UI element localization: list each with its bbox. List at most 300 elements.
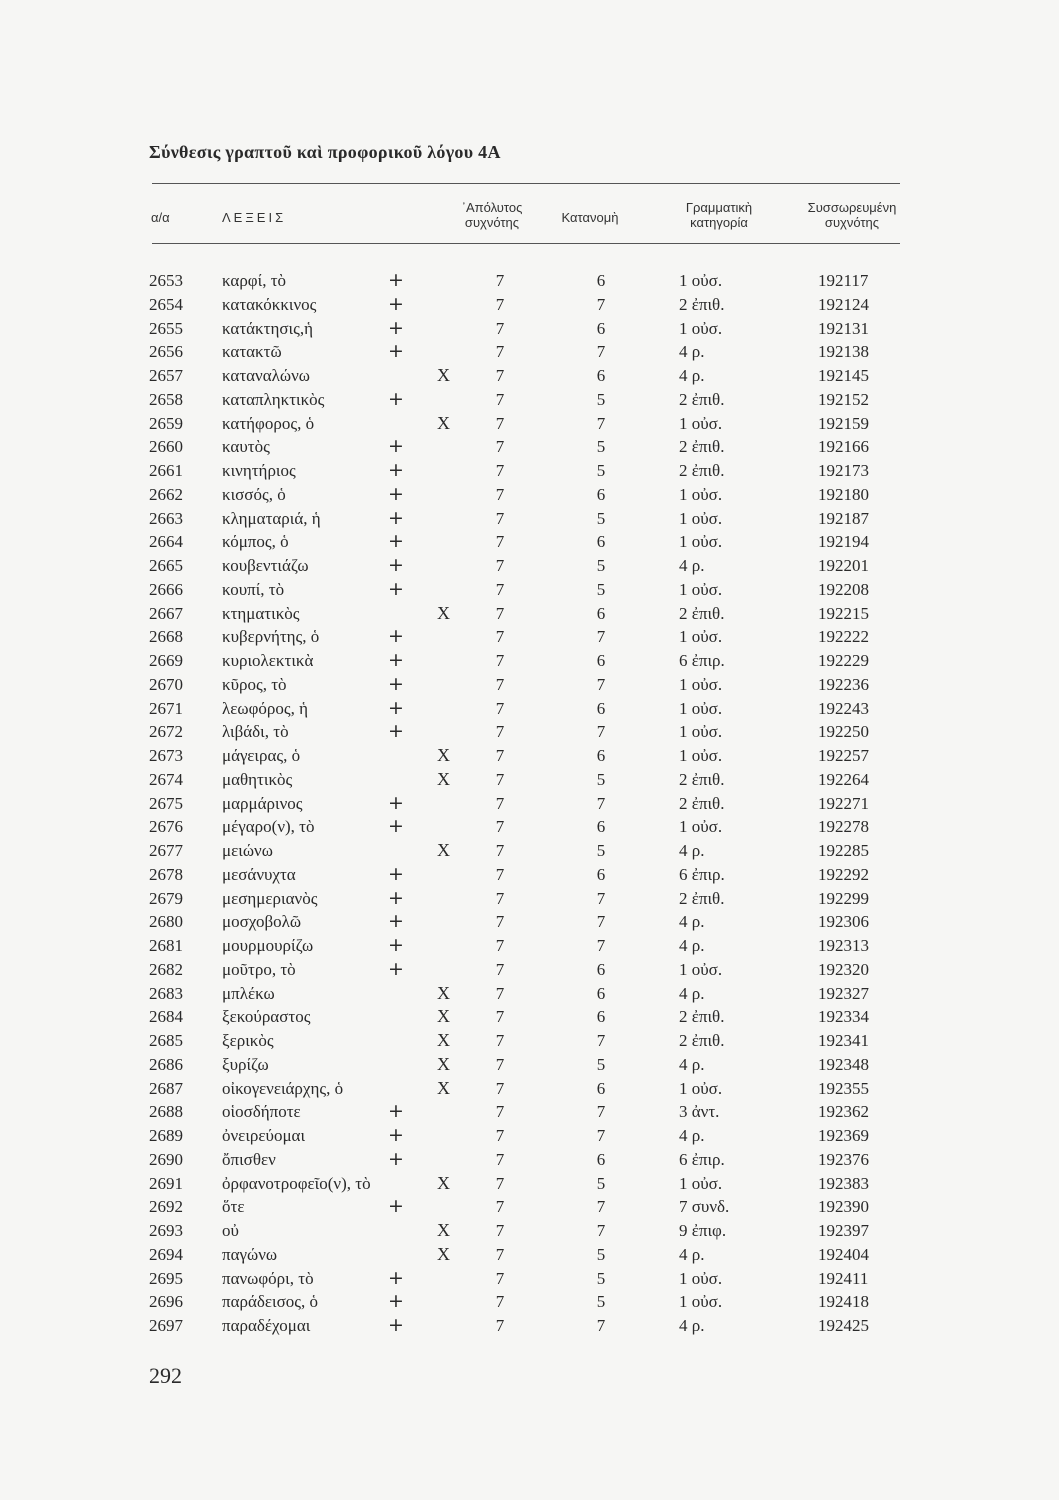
row-mark: + — [388, 554, 404, 576]
row-mark: + — [388, 957, 404, 980]
table-row — [0, 1053, 1059, 1077]
row-cumulative-frequency: 192390 — [818, 1197, 869, 1217]
row-cumulative-frequency: 192138 — [818, 342, 869, 362]
header-absolute-frequency-line1: ᾿Απόλυτος — [461, 200, 523, 215]
row-cumulative-frequency: 192222 — [818, 627, 869, 647]
row-absolute-frequency: 7 — [495, 508, 505, 528]
header-index: α/α — [151, 210, 170, 225]
row-number: 2684 — [149, 1007, 183, 1027]
row-grammatical-category: 4 ρ. — [679, 1316, 705, 1335]
row-mark: + — [388, 720, 404, 743]
row-number: 2677 — [149, 841, 183, 860]
row-number: 2693 — [149, 1221, 183, 1240]
row-distribution: 5 — [596, 389, 606, 409]
row-mark: + — [388, 886, 404, 909]
row-word: κῦρος, τὸ — [222, 674, 287, 694]
row-grammatical-category: 4 ρ. — [679, 556, 705, 575]
table-row — [0, 459, 1059, 483]
row-mark: + — [388, 672, 404, 695]
table-row — [0, 1005, 1059, 1029]
row-cumulative-frequency: 192208 — [818, 579, 869, 599]
row-word: κληματαριά, ἡ — [222, 508, 321, 528]
row-distribution: 6 — [596, 318, 606, 338]
header-top-rule — [152, 183, 900, 184]
row-cumulative-frequency: 192397 — [818, 1221, 869, 1240]
table-row — [0, 1219, 1059, 1243]
row-number: 2671 — [149, 698, 183, 718]
page-number: 292 — [149, 1363, 182, 1388]
row-number: 2655 — [149, 318, 183, 338]
row-word: μπλέκω — [222, 983, 275, 1003]
row-cumulative-frequency: 192320 — [818, 959, 869, 979]
row-cumulative-frequency: 192376 — [818, 1149, 869, 1169]
row-absolute-frequency: 7 — [495, 389, 505, 409]
row-word: μεσάνυχτα — [222, 864, 296, 884]
row-absolute-frequency: 7 — [495, 1102, 505, 1122]
row-grammatical-category: 4 ρ. — [679, 1244, 705, 1264]
row-grammatical-category: 9 ἐπιφ. — [679, 1221, 727, 1240]
row-distribution: 6 — [596, 651, 606, 670]
row-grammatical-category: 4 ρ. — [679, 1054, 705, 1074]
row-absolute-frequency: 7 — [495, 698, 505, 718]
row-cumulative-frequency: 192306 — [818, 912, 869, 932]
row-grammatical-category: 4 ρ. — [679, 983, 705, 1003]
row-number: 2664 — [149, 532, 183, 552]
row-word: παγώνω — [222, 1244, 278, 1264]
row-mark: X — [437, 1030, 450, 1050]
row-word: κτηματικὸς — [222, 603, 300, 623]
row-grammatical-category: 1 οὐσ. — [679, 579, 723, 599]
row-word: μαθητικὸς — [222, 769, 293, 789]
row-mark: + — [388, 482, 404, 505]
row-absolute-frequency: 7 — [495, 271, 505, 290]
row-absolute-frequency: 7 — [495, 532, 505, 552]
row-absolute-frequency: 7 — [495, 437, 505, 457]
row-number: 2674 — [149, 769, 183, 789]
row-absolute-frequency: 7 — [495, 769, 505, 789]
row-word: κυριολεκτικὰ — [222, 651, 314, 670]
row-number: 2653 — [149, 271, 183, 290]
row-word: μειώνω — [222, 841, 273, 860]
row-number: 2683 — [149, 983, 183, 1003]
header-cumulative-frequency-line2: συχνότης — [824, 215, 880, 230]
row-mark: + — [388, 340, 404, 363]
table-row — [0, 934, 1059, 958]
row-grammatical-category: 1 οὐσ. — [679, 959, 723, 979]
table-row — [0, 839, 1059, 863]
row-word: οἰκογενειάρχης, ὁ — [222, 1078, 344, 1098]
row-number: 2660 — [149, 437, 183, 457]
row-distribution: 6 — [596, 746, 606, 765]
row-grammatical-category: 2 ἐπιθ. — [679, 603, 725, 623]
row-absolute-frequency: 7 — [495, 1316, 505, 1335]
row-number: 2659 — [149, 413, 183, 433]
row-cumulative-frequency: 192418 — [818, 1292, 869, 1312]
table-row — [0, 602, 1059, 626]
row-cumulative-frequency: 192425 — [818, 1316, 869, 1335]
table-row — [0, 1195, 1059, 1219]
row-cumulative-frequency: 192145 — [818, 366, 869, 385]
row-cumulative-frequency: 192229 — [818, 651, 869, 670]
row-mark: + — [388, 910, 404, 933]
row-mark: X — [437, 840, 450, 860]
row-number: 2676 — [149, 817, 183, 837]
row-mark: X — [437, 768, 450, 789]
row-grammatical-category: 2 ἐπιθ. — [679, 769, 725, 789]
row-word: καταναλώνω — [222, 366, 310, 385]
row-distribution: 6 — [596, 271, 606, 290]
row-mark: X — [437, 745, 450, 765]
row-distribution: 7 — [596, 342, 606, 362]
table-row — [0, 1077, 1059, 1101]
row-distribution: 6 — [596, 1149, 606, 1169]
row-absolute-frequency: 7 — [495, 959, 505, 979]
table-row — [0, 507, 1059, 531]
row-grammatical-category: 2 ἐπιθ. — [679, 294, 725, 314]
row-absolute-frequency: 7 — [495, 864, 505, 884]
row-grammatical-category: 4 ρ. — [679, 936, 705, 955]
row-word: παραδέχομαι — [222, 1316, 311, 1335]
table-row — [0, 720, 1059, 744]
row-mark: + — [388, 387, 404, 410]
header-bottom-rule — [152, 243, 900, 244]
row-number: 2682 — [149, 959, 183, 979]
row-distribution: 7 — [596, 912, 606, 932]
row-mark: X — [437, 602, 450, 623]
row-number: 2689 — [149, 1126, 183, 1145]
table-row — [0, 340, 1059, 364]
row-cumulative-frequency: 192271 — [818, 793, 869, 813]
row-mark: + — [388, 292, 404, 315]
header-grammatical-category-line1: Γραμματικὴ — [685, 200, 753, 215]
row-cumulative-frequency: 192243 — [818, 698, 869, 718]
row-number: 2666 — [149, 579, 183, 599]
row-absolute-frequency: 7 — [495, 841, 505, 860]
row-word: μοσχοβολῶ — [222, 912, 302, 932]
row-absolute-frequency: 7 — [495, 366, 505, 385]
row-cumulative-frequency: 192201 — [818, 556, 869, 575]
row-grammatical-category: 1 οὐσ. — [679, 817, 723, 837]
table-row — [0, 435, 1059, 459]
row-grammatical-category: 4 ρ. — [679, 841, 705, 860]
row-absolute-frequency: 7 — [495, 342, 505, 362]
row-distribution: 7 — [596, 294, 606, 314]
row-word: ξεκούραστος — [222, 1007, 311, 1027]
row-cumulative-frequency: 192285 — [818, 841, 869, 860]
row-word: παράδεισος, ὁ — [222, 1292, 318, 1312]
header-grammatical-category — [664, 200, 774, 230]
row-mark: + — [388, 934, 404, 956]
row-word: μουρμουρίζω — [222, 936, 314, 955]
row-mark: + — [388, 269, 404, 291]
header-distribution: Κατανομὴ — [561, 210, 619, 225]
row-distribution: 7 — [596, 1197, 606, 1217]
row-distribution: 7 — [596, 413, 606, 433]
row-distribution: 6 — [596, 817, 606, 837]
row-absolute-frequency: 7 — [495, 1007, 505, 1027]
row-distribution: 7 — [596, 793, 606, 813]
row-absolute-frequency: 7 — [495, 1197, 505, 1217]
row-grammatical-category: 2 ἐπιθ. — [679, 793, 725, 813]
row-distribution: 7 — [596, 1102, 606, 1122]
row-mark: + — [388, 1290, 404, 1313]
row-grammatical-category: 1 οὐσ. — [679, 508, 723, 528]
row-grammatical-category: 1 οὐσ. — [679, 532, 723, 552]
row-cumulative-frequency: 192369 — [818, 1126, 869, 1145]
row-absolute-frequency: 7 — [495, 556, 505, 575]
row-distribution: 7 — [596, 888, 606, 908]
row-absolute-frequency: 7 — [495, 1149, 505, 1169]
row-grammatical-category: 1 οὐσ. — [679, 627, 723, 647]
header-grammatical-category-line2: κατηγορία — [690, 215, 748, 230]
table-row — [0, 910, 1059, 934]
row-grammatical-category: 7 συνδ. — [679, 1197, 730, 1217]
row-absolute-frequency: 7 — [495, 793, 505, 813]
row-number: 2673 — [149, 746, 183, 765]
row-cumulative-frequency: 192194 — [818, 532, 869, 552]
table-row — [0, 1124, 1059, 1148]
row-absolute-frequency: 7 — [495, 1078, 505, 1098]
header-words: ΛΕΞΕΙΣ — [222, 210, 287, 225]
row-word: μεσημεριανὸς — [222, 888, 318, 908]
row-number: 2657 — [149, 366, 183, 385]
row-cumulative-frequency: 192313 — [818, 936, 869, 955]
row-distribution: 5 — [596, 579, 606, 599]
row-absolute-frequency: 7 — [495, 294, 505, 314]
row-distribution: 7 — [596, 936, 606, 955]
table-row — [0, 530, 1059, 554]
row-number: 2663 — [149, 508, 183, 528]
row-number: 2661 — [149, 461, 183, 480]
row-word: κουβεντιάζω — [222, 556, 309, 575]
row-mark: + — [388, 649, 404, 671]
row-grammatical-category: 2 ἐπιθ. — [679, 1007, 725, 1027]
row-grammatical-category: 1 οὐσ. — [679, 484, 723, 504]
row-cumulative-frequency: 192117 — [818, 271, 869, 290]
row-absolute-frequency: 7 — [495, 1221, 505, 1240]
row-mark: + — [388, 1314, 404, 1336]
row-number: 2665 — [149, 556, 183, 575]
table-row — [0, 578, 1059, 602]
row-grammatical-category: 1 οὐσ. — [679, 318, 723, 338]
row-distribution: 7 — [596, 627, 606, 647]
row-word: ὀνειρεύομαι — [222, 1126, 306, 1145]
word-frequency-table — [0, 269, 1059, 1338]
row-absolute-frequency: 7 — [495, 1292, 505, 1312]
row-word: κατακτῶ — [222, 342, 282, 362]
row-absolute-frequency: 7 — [495, 627, 505, 647]
row-distribution: 6 — [596, 532, 606, 552]
table-row — [0, 768, 1059, 792]
row-mark: X — [437, 1077, 450, 1098]
table-row — [0, 673, 1059, 697]
row-number: 2678 — [149, 864, 183, 884]
row-absolute-frequency: 7 — [495, 983, 505, 1003]
row-distribution: 6 — [596, 366, 606, 385]
row-cumulative-frequency: 192159 — [818, 413, 869, 433]
table-row — [0, 388, 1059, 412]
row-number: 2695 — [149, 1268, 183, 1288]
row-number: 2681 — [149, 936, 183, 955]
row-grammatical-category: 1 οὐσ. — [679, 698, 723, 718]
row-distribution: 5 — [596, 841, 606, 860]
row-mark: + — [388, 530, 404, 553]
row-distribution: 5 — [596, 437, 606, 457]
row-cumulative-frequency: 192355 — [818, 1078, 869, 1098]
row-absolute-frequency: 7 — [495, 484, 505, 504]
row-cumulative-frequency: 192173 — [818, 461, 869, 480]
row-mark: + — [388, 1195, 404, 1218]
row-number: 2668 — [149, 627, 183, 647]
row-distribution: 5 — [596, 556, 606, 575]
table-row — [0, 697, 1059, 721]
table-row — [0, 792, 1059, 816]
row-word: κυβερνήτης, ὁ — [222, 627, 320, 647]
row-absolute-frequency: 7 — [495, 746, 505, 765]
table-row — [0, 1029, 1059, 1053]
row-cumulative-frequency: 192278 — [818, 817, 869, 837]
row-grammatical-category: 6 ἐπιρ. — [679, 651, 725, 670]
table-row — [0, 1243, 1059, 1267]
row-number: 2679 — [149, 888, 183, 908]
row-absolute-frequency: 7 — [495, 579, 505, 599]
row-distribution: 7 — [596, 1316, 606, 1335]
row-absolute-frequency: 7 — [495, 1031, 505, 1050]
row-grammatical-category: 6 ἐπιρ. — [679, 1149, 725, 1169]
row-cumulative-frequency: 192411 — [818, 1268, 869, 1288]
row-cumulative-frequency: 192341 — [818, 1031, 869, 1050]
table-row — [0, 887, 1059, 911]
row-absolute-frequency: 7 — [495, 674, 505, 694]
row-grammatical-category: 4 ρ. — [679, 1126, 705, 1145]
row-cumulative-frequency: 192250 — [818, 722, 869, 742]
row-absolute-frequency: 7 — [495, 912, 505, 932]
row-word: ὄπισθεν — [222, 1149, 276, 1169]
row-grammatical-category: 1 οὐσ. — [679, 413, 723, 433]
row-grammatical-category: 1 οὐσ. — [679, 1268, 723, 1288]
row-grammatical-category: 4 ρ. — [679, 342, 705, 362]
row-number: 2688 — [149, 1102, 183, 1122]
table-row — [0, 744, 1059, 768]
row-mark: + — [388, 696, 404, 719]
row-grammatical-category: 2 ἐπιθ. — [679, 437, 725, 457]
row-mark: X — [437, 1220, 450, 1240]
row-distribution: 6 — [596, 959, 606, 979]
table-row — [0, 815, 1059, 839]
row-mark: + — [388, 862, 404, 885]
row-absolute-frequency: 7 — [495, 413, 505, 433]
page-title: Σύνθεσις γραπτοῦ καὶ προφορικοῦ λόγου 4Α — [149, 142, 501, 162]
table-row — [0, 1172, 1059, 1196]
row-word: ξερικὸς — [222, 1031, 274, 1050]
row-distribution: 6 — [596, 1007, 606, 1027]
table-row — [0, 293, 1059, 317]
table-row — [0, 483, 1059, 507]
row-number: 2685 — [149, 1031, 183, 1050]
table-row — [0, 317, 1059, 341]
row-grammatical-category: 2 ἐπιθ. — [679, 389, 725, 409]
table-row — [0, 649, 1059, 673]
row-cumulative-frequency: 192152 — [818, 389, 869, 409]
row-grammatical-category: 2 ἐπιθ. — [679, 461, 725, 480]
row-grammatical-category: 1 οὐσ. — [679, 746, 723, 765]
row-distribution: 7 — [596, 1221, 606, 1240]
row-number: 2694 — [149, 1244, 183, 1264]
row-number: 2667 — [149, 603, 183, 623]
table-row — [0, 982, 1059, 1006]
row-word: πανωφόρι, τὸ — [222, 1268, 314, 1288]
row-grammatical-category: 4 ρ. — [679, 912, 705, 932]
row-number: 2686 — [149, 1054, 183, 1074]
row-cumulative-frequency: 192236 — [818, 674, 869, 694]
table-row — [0, 1267, 1059, 1291]
row-distribution: 5 — [596, 1268, 606, 1288]
row-mark: + — [388, 506, 404, 529]
row-mark: X — [437, 982, 450, 1003]
row-absolute-frequency: 7 — [495, 888, 505, 908]
row-distribution: 6 — [596, 603, 606, 623]
table-row — [0, 412, 1059, 436]
row-number: 2687 — [149, 1078, 183, 1098]
row-distribution: 6 — [596, 698, 606, 718]
row-number: 2690 — [149, 1149, 183, 1169]
header-absolute-frequency-line2: συχνότης — [464, 215, 520, 230]
row-word: καρφί, τὸ — [222, 271, 287, 290]
row-mark: + — [388, 1124, 404, 1146]
row-absolute-frequency: 7 — [495, 1268, 505, 1288]
row-grammatical-category: 1 οὐσ. — [679, 674, 723, 694]
row-word: λιβάδι, τὸ — [222, 722, 289, 742]
row-cumulative-frequency: 192264 — [818, 769, 869, 789]
row-word: μέγαρο(ν), τὸ — [222, 817, 315, 837]
row-word: καταπληκτικὸς — [222, 389, 325, 409]
row-number: 2669 — [149, 651, 183, 670]
row-word: οὐ — [222, 1221, 239, 1240]
row-cumulative-frequency: 192166 — [818, 437, 869, 457]
row-distribution: 7 — [596, 1126, 606, 1145]
row-distribution: 7 — [596, 1031, 606, 1050]
row-number: 2662 — [149, 484, 183, 504]
row-absolute-frequency: 7 — [495, 461, 505, 480]
table-row — [0, 625, 1059, 649]
row-cumulative-frequency: 192362 — [818, 1102, 869, 1122]
header-cumulative-frequency-line1: Συσσωρευμένη — [807, 200, 897, 215]
row-cumulative-frequency: 192131 — [818, 318, 869, 338]
row-distribution: 7 — [596, 722, 606, 742]
table-row — [0, 863, 1059, 887]
row-distribution: 6 — [596, 983, 606, 1003]
row-grammatical-category: 1 οὐσ. — [679, 722, 723, 742]
row-mark: + — [388, 1100, 404, 1123]
table-row — [0, 554, 1059, 578]
row-number: 2697 — [149, 1316, 183, 1335]
table-row — [0, 1148, 1059, 1172]
row-number: 2656 — [149, 342, 183, 362]
row-cumulative-frequency: 192187 — [818, 508, 869, 528]
row-mark: X — [437, 1006, 450, 1027]
row-number: 2692 — [149, 1197, 183, 1217]
row-mark: + — [388, 459, 404, 481]
row-number: 2696 — [149, 1292, 183, 1312]
row-word: κινητήριος — [222, 461, 296, 480]
row-absolute-frequency: 7 — [495, 817, 505, 837]
row-distribution: 6 — [596, 1078, 606, 1098]
row-word: λεωφόρος, ἡ — [222, 698, 308, 718]
row-mark: X — [437, 1053, 450, 1074]
row-absolute-frequency: 7 — [495, 1173, 505, 1193]
row-absolute-frequency: 7 — [495, 603, 505, 623]
header-cumulative-frequency — [796, 200, 908, 230]
